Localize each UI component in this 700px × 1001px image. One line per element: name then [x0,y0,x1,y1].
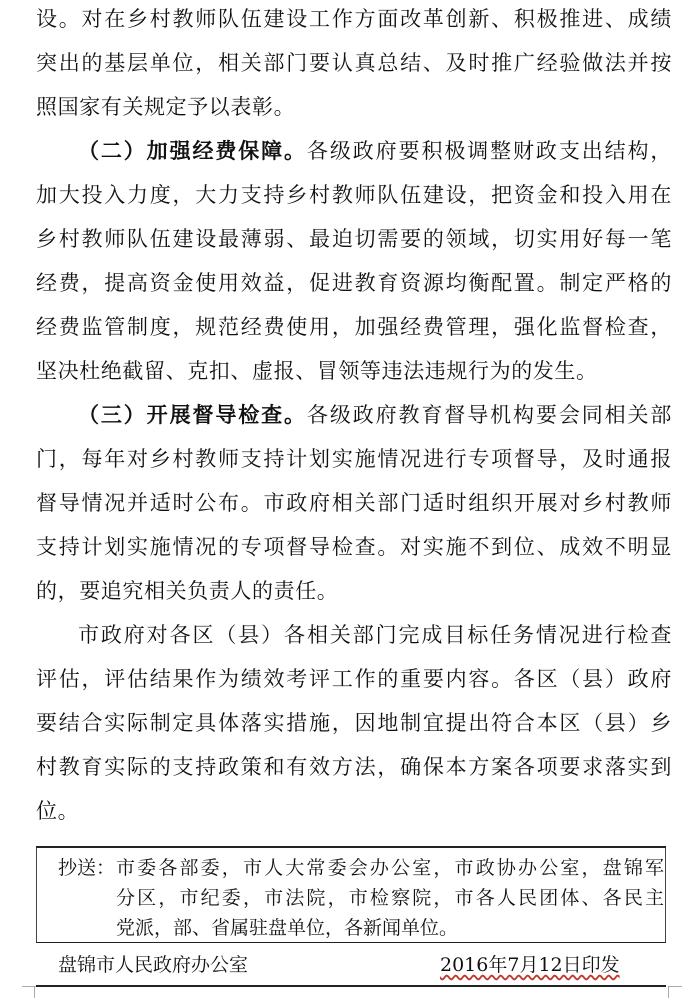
para2-line-5: 经费监管制度，规范经费使用，加强经费管理，强化监督检查， [36,315,672,339]
para2-line-4: 经费，提高资金使用效益，促进教育资源均衡配置。制定严格的 [36,271,672,295]
cc-label: 抄送： [58,857,116,879]
para4-line-5: 位。 [36,799,80,823]
para4-line-4: 村教育实际的支持政策和有效方法，确保本方案各项要求落实到 [36,755,672,779]
cc-line-3: 党派，部、省属驻盘单位，各新闻单位。 [116,917,459,939]
page-corner-mark-right [668,986,682,987]
para1-line-2: 突出的基层单位，相关部门要认真总结、及时推广经验做法并按 [36,51,672,75]
issue-date: 2016年7月12日印发 [440,954,620,976]
cc-line-1: 市委各部委，市人大常委会办公室，市政协办公室，盘锦军 [116,857,664,879]
page-corner-mark-left-v [34,986,35,998]
para3-first-line [78,400,672,430]
para2-first-line [78,136,672,166]
para3-line-4: 支持计划实施情况的专项督导检查。对实施不到位、成效不明显 [36,535,672,559]
issuer-name: 盘锦市人民政府办公室 [58,954,249,976]
para2-line-3: 乡村教师队伍建设最薄弱、最迫切需要的领域，切实用好每一笔 [36,227,672,251]
para3-line-3: 督导情况并适时公布。市政府相关部门适时组织开展对乡村教师 [36,491,672,515]
para4-first-line: 市政府对各区（县）各相关部门完成目标任务情况进行检查 [78,623,672,647]
para2-line-2: 加大投入力度，大力支持乡村教师队伍建设，把资金和投入用在 [36,183,672,207]
page-corner-mark-right-v [668,986,669,998]
para4-line-2: 评估，评估结果作为绩效考评工作的重要内容。各区（县）政府 [36,667,672,691]
para3-heading: （三）开展督导检查。 [78,402,307,427]
cc-line-2: 分区，市纪委，市法院，市检察院，市各人民团体、各民主 [116,887,664,909]
para3-line-2: 门，每年对乡村教师支持计划实施情况进行专项督导，及时通报 [36,447,672,471]
para4-line-3: 要结合实际制定具体落实措施，因地制宜提出符合本区（县）乡 [36,711,672,735]
para1-line-3: 照国家有关规定予以表彰。 [36,95,296,119]
para2-first-line-rest: 各级政府要积极调整财政支出结构， [306,139,672,163]
para1-line-1: 设。对在乡村教师队伍建设工作方面改革创新、积极推进、成绩 [36,7,672,31]
para3-first-line-rest: 各级政府教育督导机构要会同相关部 [306,403,672,427]
footer-box-right-rule [665,848,666,942]
para2-heading: （二）加强经费保障。 [78,138,307,163]
para2-line-6: 坚决杜绝截留、克扣、虚报、冒领等违法违规行为的发生。 [36,359,598,383]
footer-box-left-rule [36,848,37,942]
para3-line-5: 的，要追究相关负责人的责任。 [36,579,339,603]
